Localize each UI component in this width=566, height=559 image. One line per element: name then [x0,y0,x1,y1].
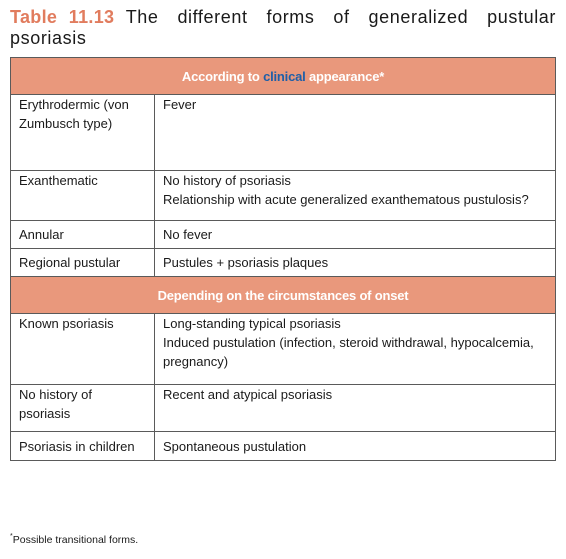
row-value: Recent and atypical psoriasis [163,387,333,402]
footnote-text: Possible transitional forms. [12,534,139,546]
clinical-link[interactable]: clinical [263,68,306,84]
row-value-cell [155,249,556,277]
row-label: Erythrodermic (von Zumbusch type) [11,95,155,171]
table-row [11,221,556,249]
row-value-cell [155,221,556,249]
section-header-row [11,277,556,314]
row-value: Spontaneous pustulation [163,438,307,454]
row-value: No history of psoriasis [163,173,291,188]
row-value: Pustules + psoriasis plaques [163,255,329,270]
table-row [11,432,556,461]
section-header-row [11,58,556,95]
section-header-onset [11,277,556,314]
row-value-cell [155,314,556,385]
section-header-clinical [11,58,556,95]
table-row [11,95,556,171]
row-label: No history of psoriasis [11,385,155,432]
row-value: Relationship with acute generalized exanthematous pustulosis? [163,192,529,207]
table-number: Table 11.13 [10,7,115,27]
row-value-cell [155,95,556,171]
table-row [11,385,556,432]
row-value: No fever [163,227,213,242]
section-header-text: Depending on the circumstances of onset [157,287,409,303]
row-label: Regional pustular [11,249,155,277]
row-label: Annular [11,221,155,249]
table-title: The different forms of generalized pustular psoriasis [10,7,556,48]
section-header-text: According to [181,68,264,84]
footnote-mark: * [10,533,13,540]
table-caption [10,7,556,49]
row-value-cell [155,171,556,221]
row-label: Known psoriasis [11,314,155,385]
row-value: Induced pustulation (infection, steroid withdrawal, hypocalcemia, pregnancy) [163,335,534,369]
row-value-cell [155,432,556,461]
table-row [11,249,556,277]
row-label: Exanthematic [11,171,155,221]
table-row [11,171,556,221]
row-label: Psoriasis in children [11,432,155,461]
row-value: Long-standing typical psoriasis [163,316,341,331]
psoriasis-forms-table [10,57,556,461]
row-value: Fever [163,97,197,112]
table-row [11,314,556,385]
section-header-text-tail: appearance* [305,68,385,84]
row-value-cell [155,385,556,432]
table-footnote [10,533,138,547]
